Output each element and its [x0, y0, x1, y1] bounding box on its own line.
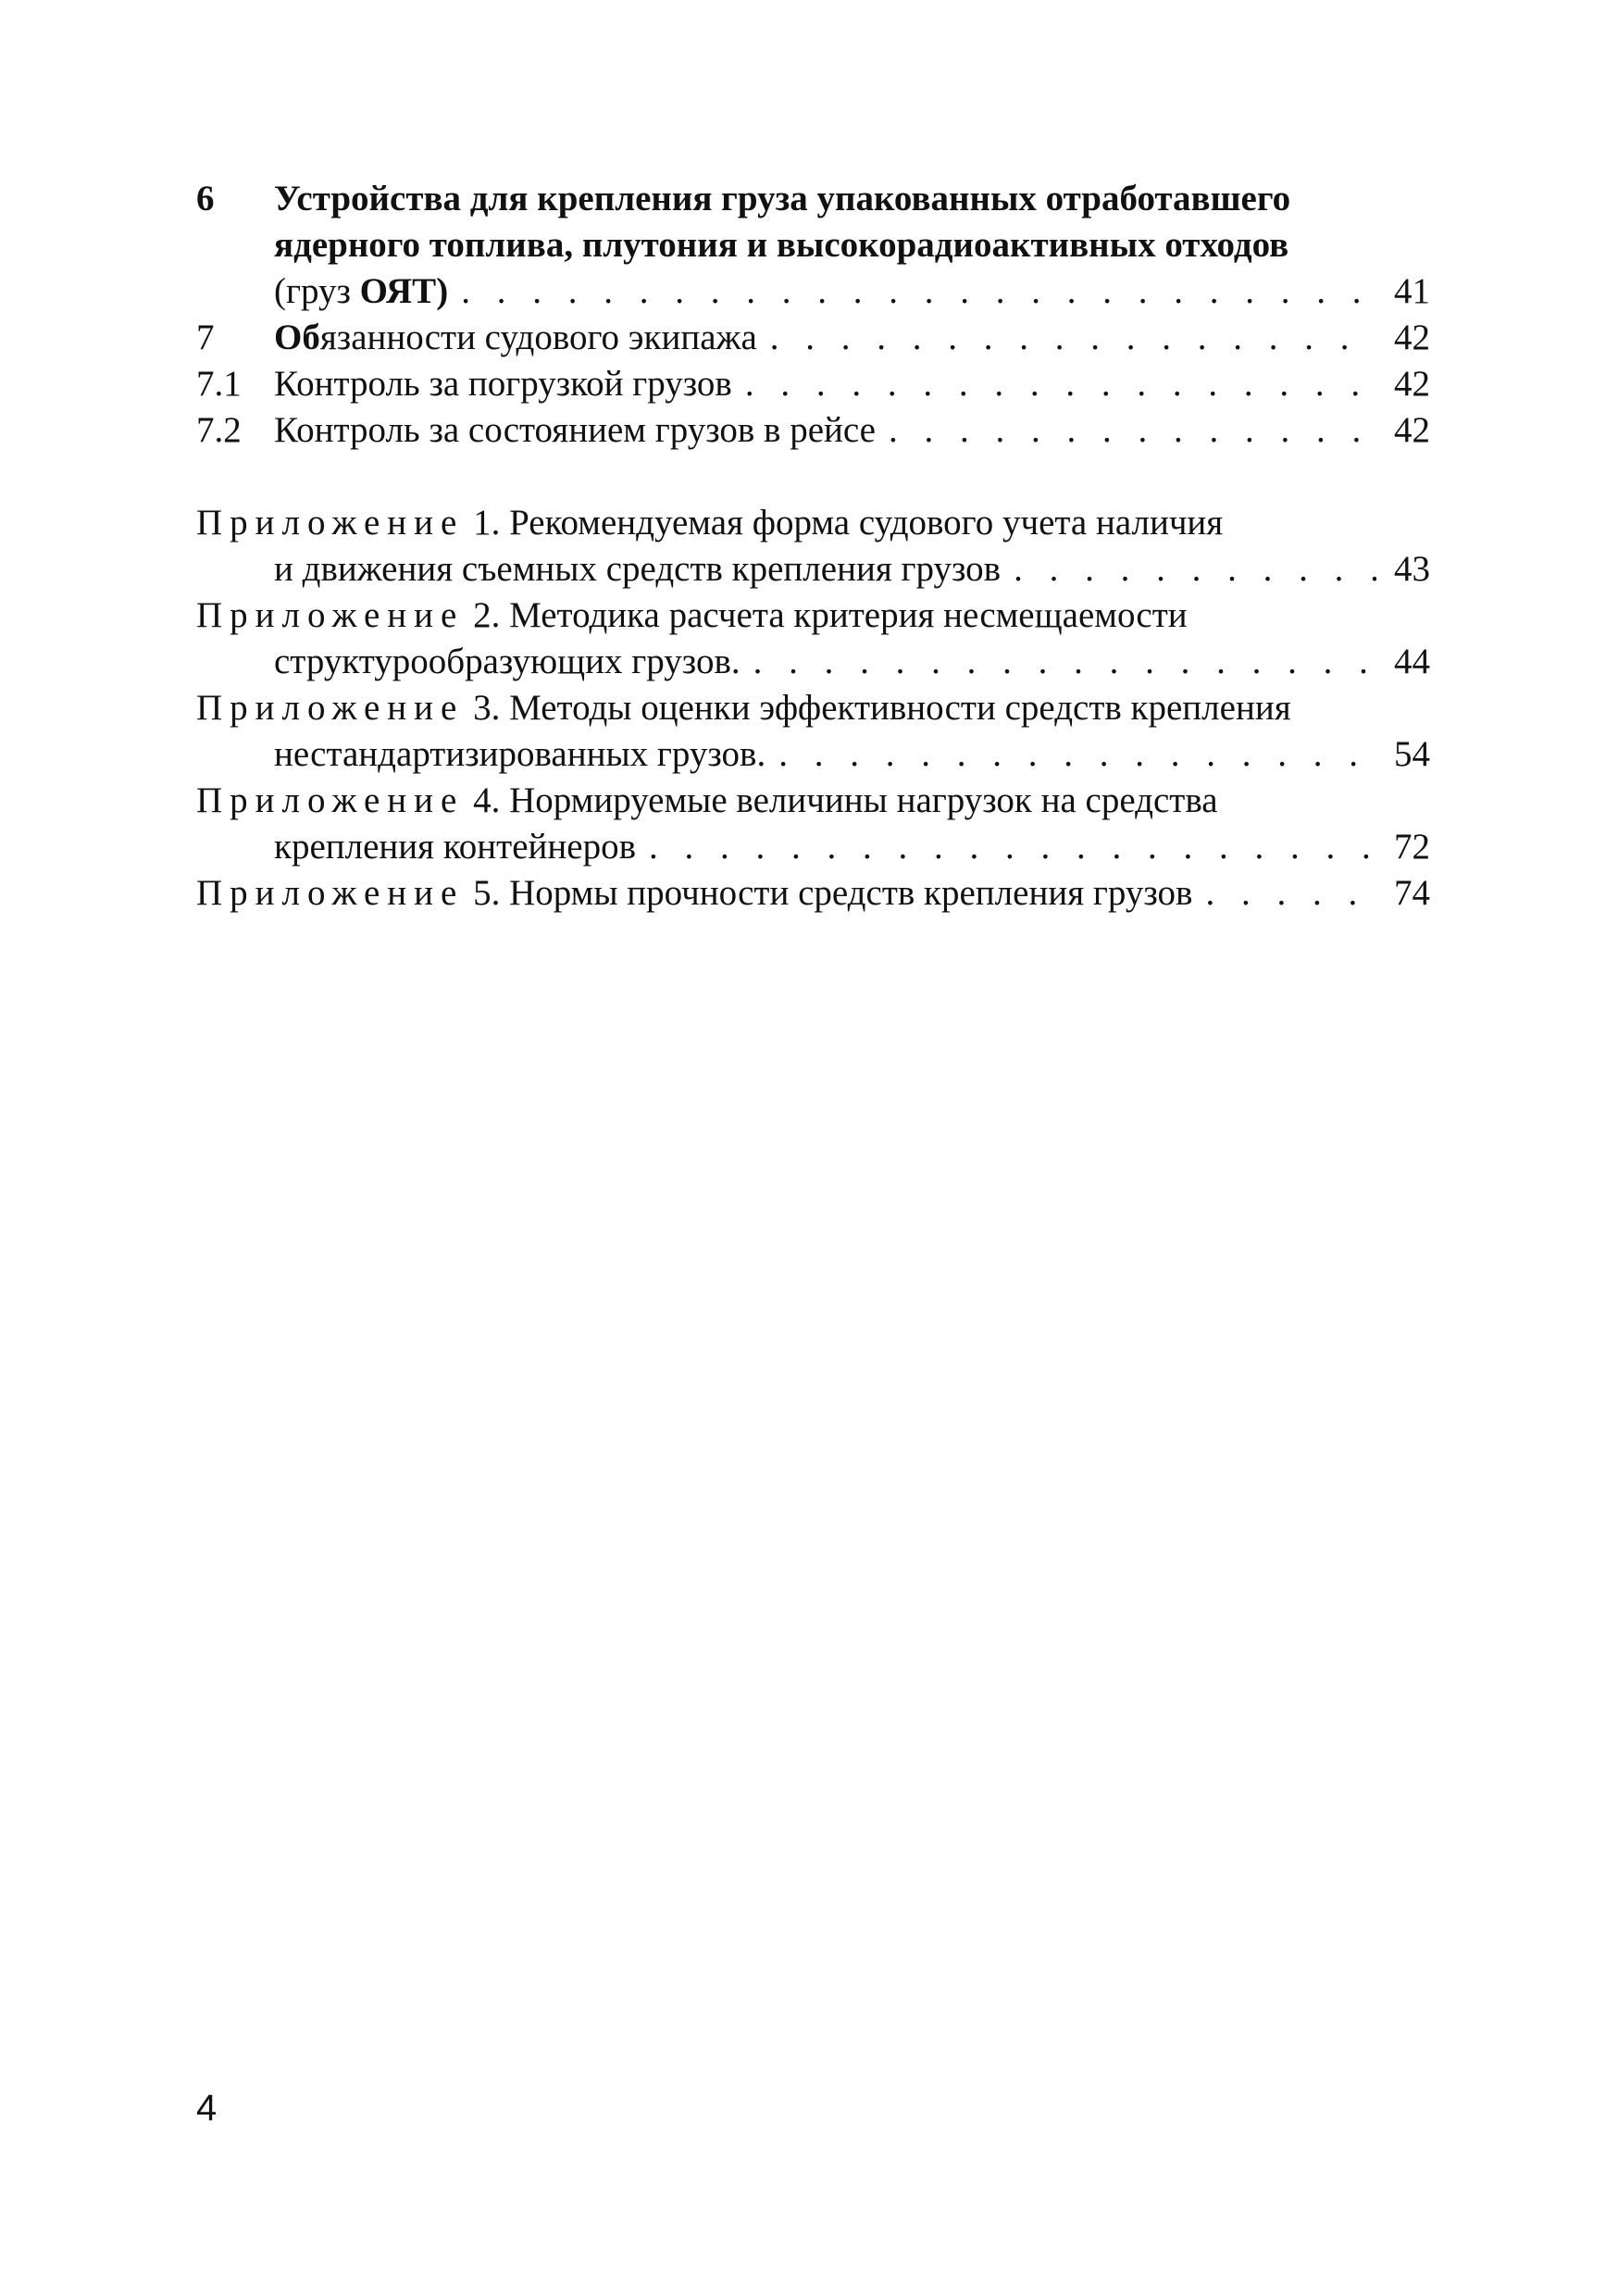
appendix-title-cont: и движения съемных средств крепления грузов [274, 549, 1002, 589]
toc-appendix-2 [196, 593, 1430, 685]
appendix-label: Приложение [196, 688, 465, 728]
page-ref: 72 [1394, 827, 1430, 867]
appendix-title: 4. Нормируемые величины нагрузок на средства [464, 780, 1218, 820]
page-ref: 42 [1394, 410, 1430, 450]
section-title-bold: ОЯТ) [359, 271, 449, 311]
appendix-title: 5. Нормы прочности средств крепления грузов [464, 873, 1193, 913]
toc-appendix-5 [196, 870, 1430, 917]
section-number: 7.2 [196, 410, 242, 450]
page-ref: 43 [1394, 549, 1430, 589]
page-ref: 42 [1394, 364, 1430, 404]
section-number: 7.1 [196, 364, 242, 404]
toc-entry-7 [196, 315, 1430, 361]
dot-leader [876, 407, 1376, 454]
section-title: язанности судового экипажа [319, 318, 757, 357]
appendix-title-cont: крепления контейнеров [274, 827, 636, 867]
appendix-title: 3. Методы оценки эффективности средств крепления [464, 688, 1291, 728]
section-title-bold: Об [274, 318, 320, 357]
section-number: 6 [196, 179, 215, 218]
dot-leader [636, 824, 1376, 870]
appendix-label: Приложение [196, 595, 465, 635]
section-title-line-2: ядерного топлива, плутония и высокорадиоактивных отходов [274, 225, 1289, 265]
section-title-plain: (груз [274, 271, 360, 311]
section-number: 7 [196, 318, 215, 357]
section-title: Контроль за погрузкой грузов [274, 364, 732, 404]
dot-leader [732, 361, 1376, 407]
appendix-label: Приложение [196, 873, 465, 913]
section-title: Контроль за состоянием грузов в рейсе [274, 410, 876, 450]
section-title-line-3 [274, 268, 1430, 315]
dot-leader [448, 268, 1376, 315]
toc-appendix-1 [196, 500, 1430, 593]
toc-entry-6 [196, 176, 1430, 315]
dot-leader [757, 315, 1376, 361]
appendix-title: 2. Методика расчета критерия несмещаемости [464, 595, 1188, 635]
appendix-label: Приложение [196, 780, 465, 820]
dot-leader [765, 731, 1376, 778]
dot-leader [741, 639, 1376, 685]
appendix-title-cont: структурообразующих грузов. [274, 642, 741, 681]
appendix-title: 1. Рекомендуемая форма судового учета наличия [464, 503, 1224, 543]
appendix-title-cont: нестандартизированных грузов. [274, 734, 766, 774]
page-ref: 74 [1394, 873, 1430, 913]
toc-appendix-4 [196, 778, 1430, 870]
dot-leader [1001, 546, 1376, 593]
section-title-line-1: Устройства для крепления груза упакованных отработавшего [274, 179, 1291, 218]
toc-entry-7-1 [196, 361, 1430, 407]
table-of-contents [196, 176, 1430, 917]
page-ref: 44 [1394, 642, 1430, 681]
page-ref: 41 [1394, 271, 1430, 311]
page-ref: 42 [1394, 318, 1430, 357]
page-number: 4 [196, 2088, 218, 2128]
toc-entry-7-2 [196, 407, 1430, 454]
appendix-label: Приложение [196, 503, 465, 543]
page-ref: 54 [1394, 734, 1430, 774]
toc-appendix-3 [196, 685, 1430, 778]
dot-leader [1192, 870, 1376, 917]
